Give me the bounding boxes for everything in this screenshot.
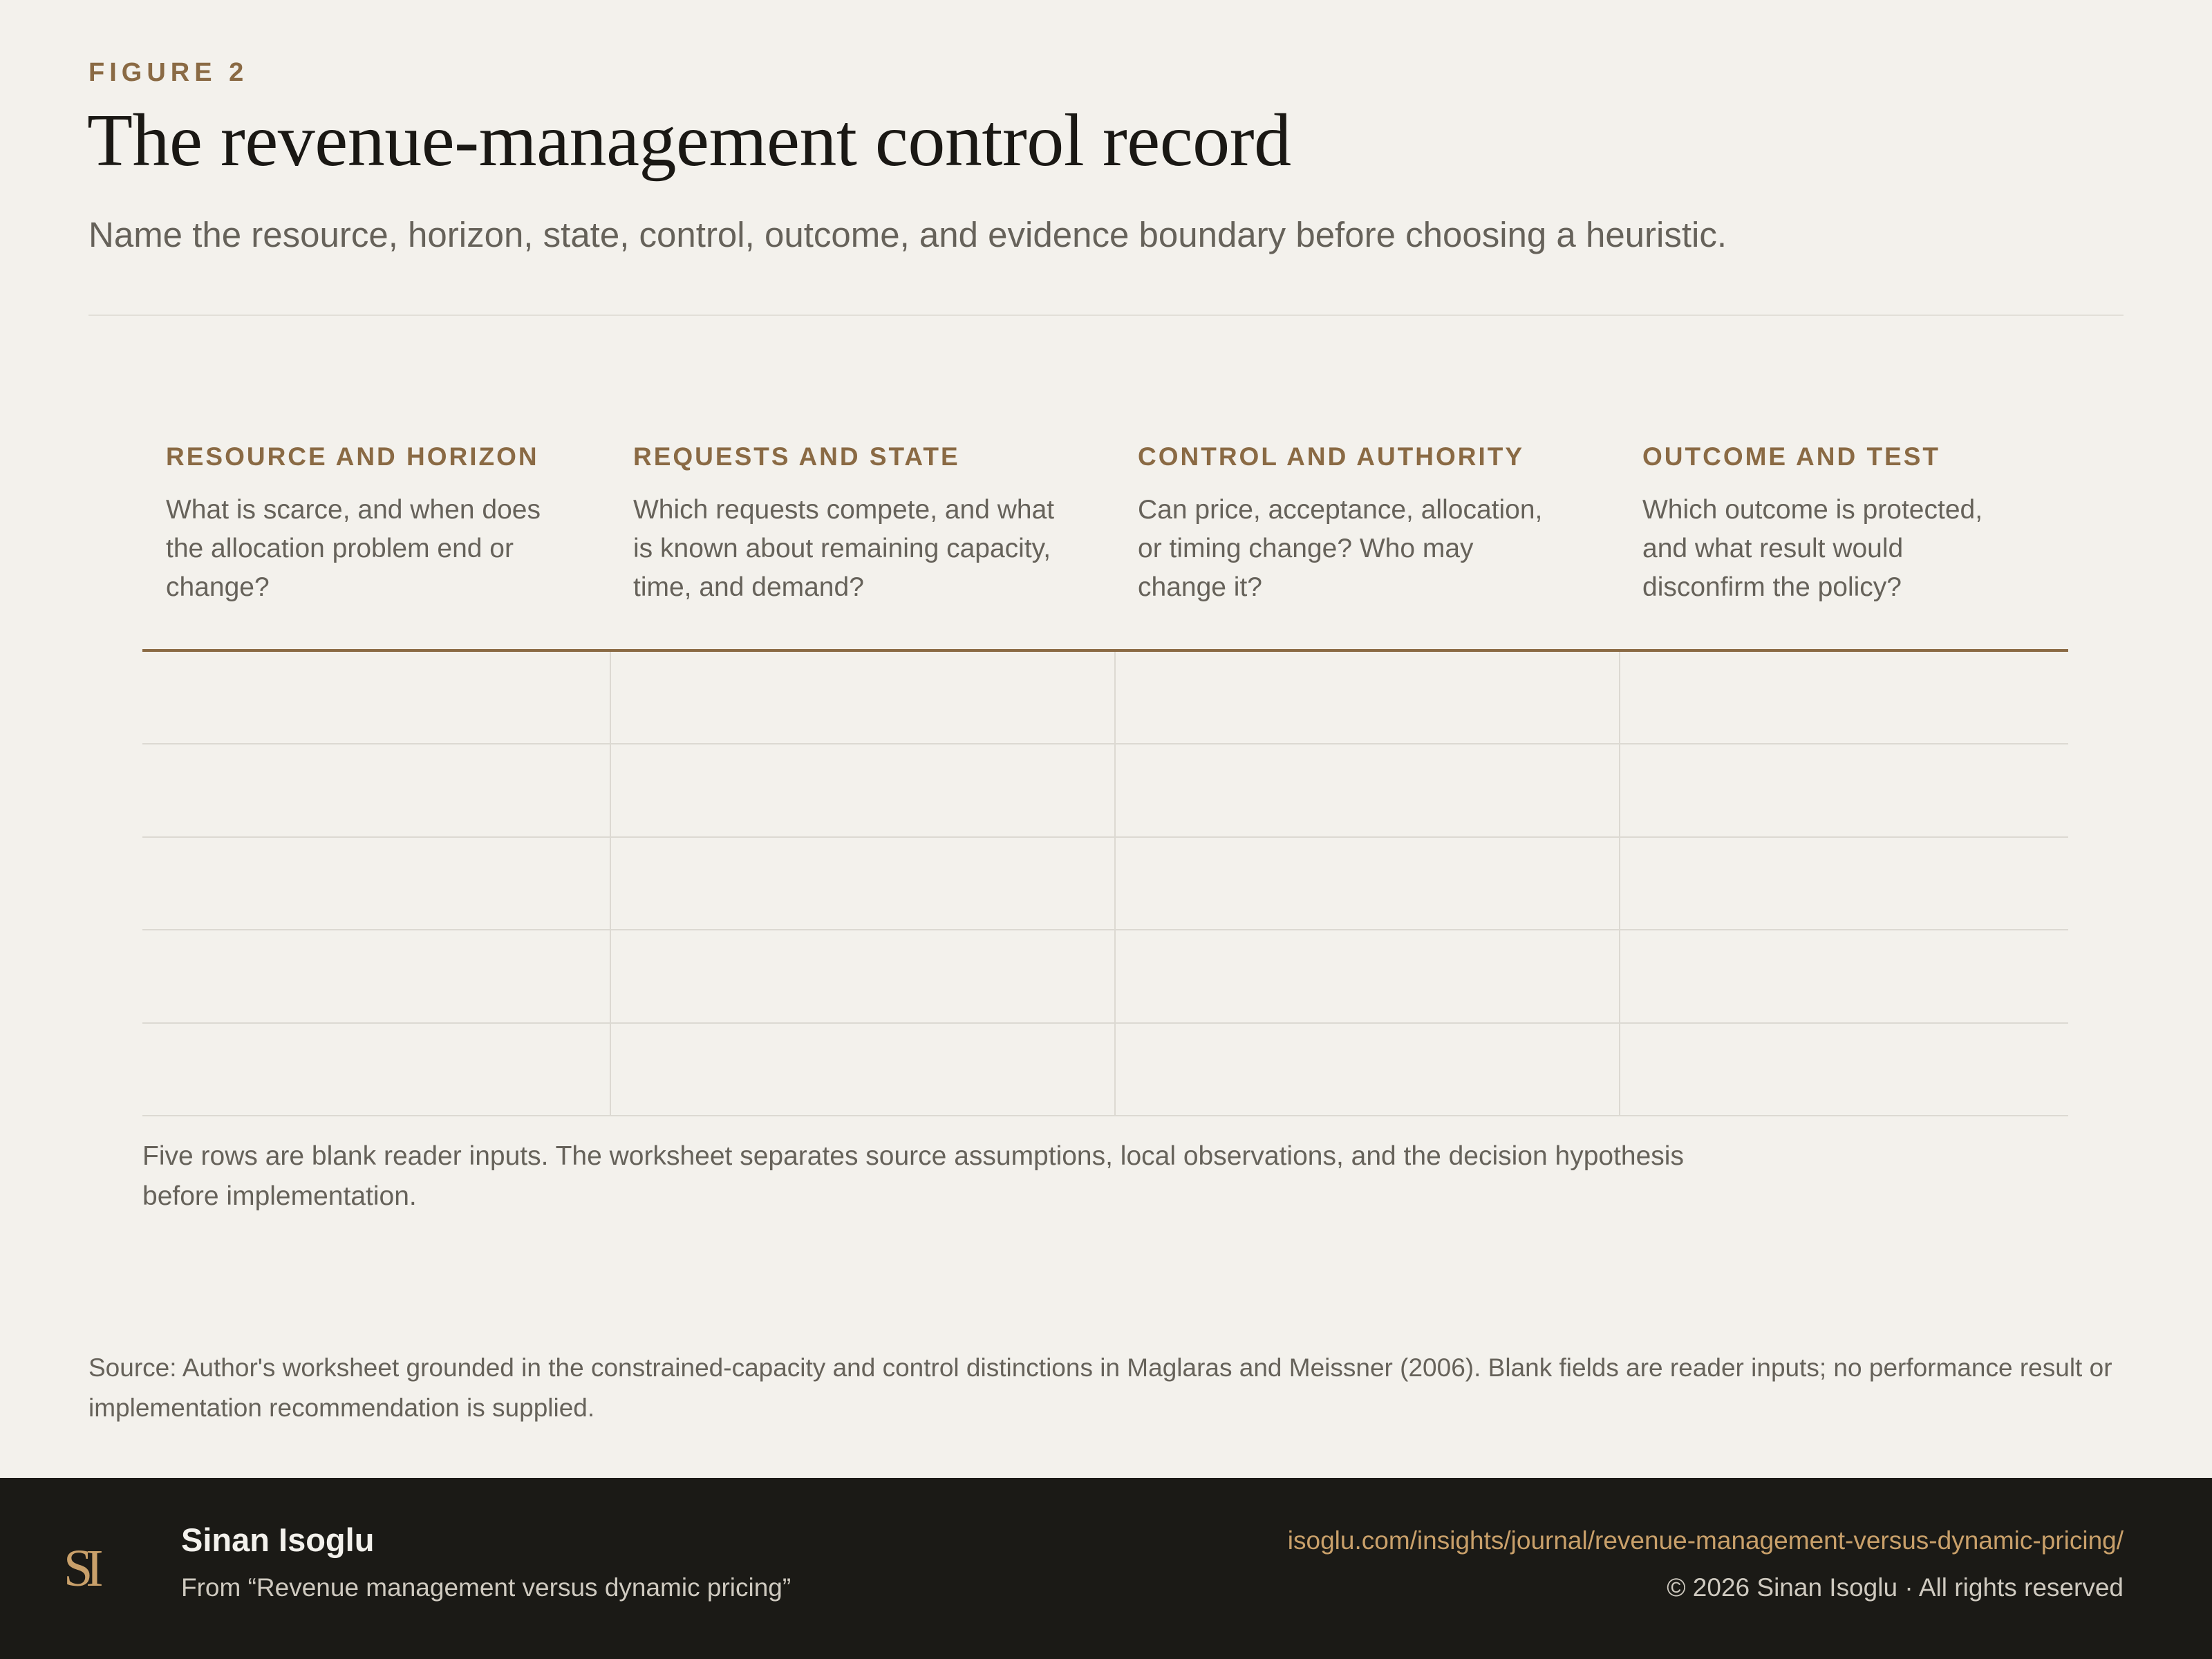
column-heading: CONTROL AND AUTHORITY <box>1138 442 1525 471</box>
row-divider <box>142 1022 2068 1024</box>
column-control-authority <box>1138 442 1566 607</box>
column-question: Which outcome is protected, and what result would disconfirm the policy? <box>1642 495 1983 602</box>
figure-label: FIGURE 2 <box>88 58 249 87</box>
column-question: Which requests compete, and what is known about remaining capacity, time, and demand? <box>633 495 1055 602</box>
column-divider <box>1114 652 1116 1116</box>
logo-monogram: SI <box>64 1539 97 1597</box>
column-resource-horizon <box>166 442 581 607</box>
column-heading: REQUESTS AND STATE <box>633 442 960 471</box>
author-name: Sinan Isoglu <box>181 1521 375 1558</box>
article-url[interactable]: isoglu.com/insights/journal/revenue-management-versus-dynamic-pricing/ <box>1287 1526 2124 1555</box>
source-note: Source: Author's worksheet grounded in the constrained-capacity and control distinctions in Maglaras and Meissner (2006). Blank fields are reader inputs; no performance result or implementation recommendation is supplied. <box>88 1353 2112 1422</box>
article-source: From “Revenue management versus dynamic pricing” <box>181 1573 791 1602</box>
column-outcome-test <box>1642 442 2030 607</box>
footer <box>0 1478 2212 1659</box>
copyright: © 2026 Sinan Isoglu · All rights reserved <box>1667 1573 2124 1602</box>
column-question: Can price, acceptance, allocation, or timing change? Who may change it? <box>1138 495 1543 602</box>
header-divider <box>88 315 2124 316</box>
column-requests-state <box>633 442 1062 607</box>
worksheet-grid <box>142 652 2068 1116</box>
row-divider <box>142 743 2068 744</box>
column-question: What is scarce, and when does the allocation problem end or change? <box>166 495 541 602</box>
row-divider <box>142 929 2068 930</box>
subtitle: Name the resource, horizon, state, control, outcome, and evidence boundary before choosing a heuristic. <box>88 215 1727 254</box>
column-heading: RESOURCE AND HORIZON <box>166 442 539 471</box>
page-title: The revenue-management control record <box>87 100 1291 182</box>
column-heading: OUTCOME AND TEST <box>1642 442 1941 471</box>
worksheet-note: Five rows are blank reader inputs. The worksheet separates source assumptions, local observations, and the decision hypothesis before implementation. <box>142 1141 1684 1211</box>
row-divider <box>142 1115 2068 1116</box>
column-divider <box>610 652 611 1116</box>
column-divider <box>1619 652 1620 1116</box>
row-divider <box>142 836 2068 838</box>
